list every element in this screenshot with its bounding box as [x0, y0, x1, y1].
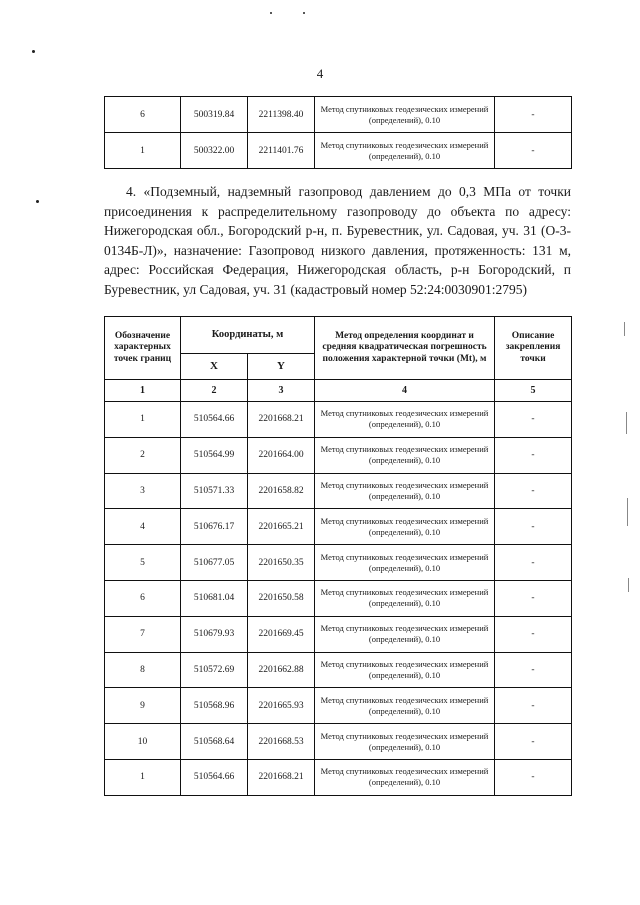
- point-cell: 2: [105, 437, 181, 473]
- scan-speck: [36, 200, 39, 203]
- top-table-body: [105, 97, 572, 169]
- scan-line: [624, 322, 625, 336]
- description-cell: -: [495, 97, 572, 133]
- method-cell: Метод спутниковых геодезических измерений (определений), 0.10: [315, 616, 495, 652]
- main-table-body: [105, 402, 572, 796]
- table-row: [105, 688, 572, 724]
- y-coordinate-cell: 2201650.35: [248, 545, 315, 581]
- y-coordinate-cell: 2201658.82: [248, 473, 315, 509]
- scan-speck: [270, 12, 272, 14]
- method-cell: Метод спутниковых геодезических измерений (определений), 0.10: [315, 724, 495, 760]
- x-coordinate-cell: 510676.17: [181, 509, 248, 545]
- table-row: [105, 580, 572, 616]
- method-cell: Метод спутниковых геодезических измерений (определений), 0.10: [315, 545, 495, 581]
- method-cell: Метод спутниковых геодезических измерений (определений), 0.10: [315, 97, 495, 133]
- point-cell: 1: [105, 133, 181, 169]
- y-coordinate-cell: 2211401.76: [248, 133, 315, 169]
- y-coordinate-cell: 2201662.88: [248, 652, 315, 688]
- header-description: Описание закрепления точки: [495, 317, 572, 380]
- point-cell: 9: [105, 688, 181, 724]
- method-cell: Метод спутниковых геодезических измерений (определений), 0.10: [315, 759, 495, 795]
- y-coordinate-cell: 2201668.53: [248, 724, 315, 760]
- x-coordinate-cell: 510564.66: [181, 402, 248, 438]
- description-cell: -: [495, 133, 572, 169]
- x-coordinate-cell: 510568.96: [181, 688, 248, 724]
- y-coordinate-cell: 2201668.21: [248, 759, 315, 795]
- method-cell: Метод спутниковых геодезических измерений (определений), 0.10: [315, 509, 495, 545]
- page-number: 4: [316, 66, 324, 81]
- scan-line: [628, 578, 629, 592]
- object-description-paragraph: 4. «Подземный, надземный газопровод давлением до 0,3 МПа от точки присоединения к распределительному газопроводу до объекта по адресу: Нижегородская обл., Богородский р-н, п. Буревестник, ул. Садовая, уч. 31 (О-3-0134Б-Л)», назначение: Газопровод низкого давления, протяженность: 131 м, адрес: Российская Федерация, Нижегородская область, р-н Богородский, п Буревестник, ул Садовая, уч. 31 (кадастровый номер 52:24:0030901:2795): [104, 184, 571, 297]
- description-cell: -: [495, 616, 572, 652]
- y-coordinate-cell: 2201665.21: [248, 509, 315, 545]
- description-cell: -: [495, 473, 572, 509]
- y-coordinate-cell: 2201665.93: [248, 688, 315, 724]
- main-coordinates-table: [104, 316, 572, 796]
- column-number: 1: [105, 380, 181, 402]
- header-coords: Координаты, м: [181, 317, 315, 354]
- column-number: 2: [181, 380, 248, 402]
- x-coordinate-cell: 510571.33: [181, 473, 248, 509]
- x-coordinate-cell: 510681.04: [181, 580, 248, 616]
- point-cell: 5: [105, 545, 181, 581]
- table-row: [105, 437, 572, 473]
- y-coordinate-cell: 2201669.45: [248, 616, 315, 652]
- method-cell: Метод спутниковых геодезических измерений (определений), 0.10: [315, 133, 495, 169]
- point-cell: 1: [105, 759, 181, 795]
- y-coordinate-cell: 2211398.40: [248, 97, 315, 133]
- header-method: Метод определения координат и средняя квадратическая погрешность положения характерной точки (Mt), м: [315, 317, 495, 380]
- method-cell: Метод спутниковых геодезических измерений (определений), 0.10: [315, 473, 495, 509]
- y-coordinate-cell: 2201664.00: [248, 437, 315, 473]
- column-number: 3: [248, 380, 315, 402]
- table-row: [105, 652, 572, 688]
- description-cell: -: [495, 759, 572, 795]
- description-cell: -: [495, 580, 572, 616]
- method-cell: Метод спутниковых геодезических измерений (определений), 0.10: [315, 652, 495, 688]
- top-coordinates-table: [104, 96, 572, 169]
- point-cell: 4: [105, 509, 181, 545]
- x-coordinate-cell: 500319.84: [181, 97, 248, 133]
- method-cell: Метод спутниковых геодезических измерений (определений), 0.10: [315, 437, 495, 473]
- point-cell: 6: [105, 97, 181, 133]
- method-cell: Метод спутниковых геодезических измерений (определений), 0.10: [315, 688, 495, 724]
- method-cell: Метод спутниковых геодезических измерений (определений), 0.10: [315, 580, 495, 616]
- column-number: 4: [315, 380, 495, 402]
- description-cell: -: [495, 437, 572, 473]
- x-coordinate-cell: 500322.00: [181, 133, 248, 169]
- point-cell: 10: [105, 724, 181, 760]
- column-number: 5: [495, 380, 572, 402]
- point-cell: 3: [105, 473, 181, 509]
- description-cell: -: [495, 545, 572, 581]
- table-row: [105, 133, 572, 169]
- description-cell: -: [495, 688, 572, 724]
- table-row: [105, 616, 572, 652]
- point-cell: 1: [105, 402, 181, 438]
- table-row: [105, 724, 572, 760]
- x-coordinate-cell: 510677.05: [181, 545, 248, 581]
- scan-line: [627, 498, 628, 526]
- table-row: [105, 473, 572, 509]
- table-row: [105, 509, 572, 545]
- table-row: [105, 545, 572, 581]
- x-coordinate-cell: 510568.64: [181, 724, 248, 760]
- description-cell: -: [495, 724, 572, 760]
- header-y: Y: [248, 354, 315, 380]
- scan-speck: [303, 12, 305, 14]
- scan-line: [626, 412, 627, 434]
- x-coordinate-cell: 510679.93: [181, 616, 248, 652]
- table-row: [105, 97, 572, 133]
- table-row: [105, 759, 572, 795]
- header-point: Обозначение характерных точек границ: [105, 317, 181, 380]
- method-cell: Метод спутниковых геодезических измерений (определений), 0.10: [315, 402, 495, 438]
- point-cell: 6: [105, 580, 181, 616]
- description-cell: -: [495, 402, 572, 438]
- x-coordinate-cell: 510564.66: [181, 759, 248, 795]
- point-cell: 7: [105, 616, 181, 652]
- x-coordinate-cell: 510572.69: [181, 652, 248, 688]
- table-row: [105, 402, 572, 438]
- y-coordinate-cell: 2201650.58: [248, 580, 315, 616]
- header-x: X: [181, 354, 248, 380]
- point-cell: 8: [105, 652, 181, 688]
- description-cell: -: [495, 652, 572, 688]
- scan-speck: [32, 50, 35, 53]
- x-coordinate-cell: 510564.99: [181, 437, 248, 473]
- y-coordinate-cell: 2201668.21: [248, 402, 315, 438]
- description-cell: -: [495, 509, 572, 545]
